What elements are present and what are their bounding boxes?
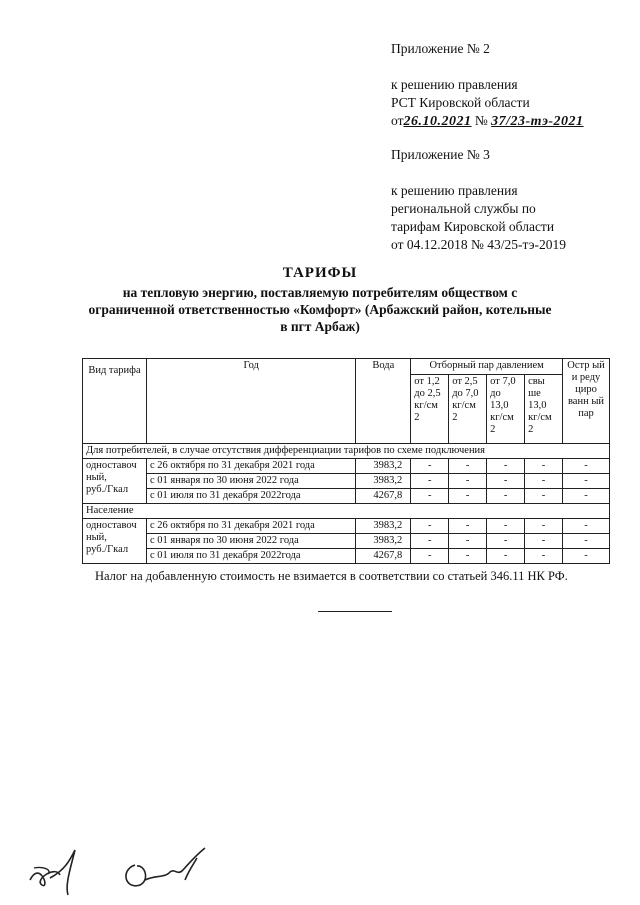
period-cell: с 01 июля по 31 декабря 2022года — [146, 549, 355, 564]
dash-cell: - — [411, 519, 449, 534]
tariff-table — [82, 358, 610, 564]
dash-cell: - — [449, 489, 487, 504]
heading-line-3: в пгт Арбаж) — [280, 319, 360, 334]
dash-cell: - — [563, 519, 610, 534]
appendix-3-line-4: от 04.12.2018 № 43/25-тэ-2019 — [391, 237, 566, 252]
dash-cell: - — [525, 549, 563, 564]
heading-line-2: ограниченной ответственностью «Комфорт» (Арбажский район, котельные — [88, 302, 552, 317]
water-cell: 4267,8 — [356, 549, 411, 564]
water-cell: 3983,2 — [356, 534, 411, 549]
dash-cell: - — [487, 459, 525, 474]
table-row — [83, 534, 610, 549]
appendix-3-line-2: региональной службы по — [391, 201, 536, 216]
dash-cell: - — [525, 459, 563, 474]
appendix-2-line-2: РСТ Кировской области — [391, 95, 530, 110]
water-cell: 3983,2 — [356, 519, 411, 534]
end-divider — [318, 611, 392, 612]
period-cell: с 26 октября по 31 декабря 2021 года — [146, 519, 355, 534]
number-prefix: № — [474, 113, 488, 128]
header-steam-3: от 7,0 до 13,0 кг/см 2 — [487, 375, 525, 444]
appendix-2-line-1: к решению правления — [391, 77, 518, 92]
appendix-3-block — [391, 146, 566, 254]
water-cell: 4267,8 — [356, 489, 411, 504]
dash-cell: - — [411, 459, 449, 474]
header-tariff-type: Вид тарифа — [83, 359, 147, 444]
dash-cell: - — [563, 474, 610, 489]
dash-cell: - — [563, 549, 610, 564]
table-row — [83, 474, 610, 489]
dash-cell: - — [449, 459, 487, 474]
dash-cell: - — [449, 549, 487, 564]
table-row — [83, 519, 610, 534]
table-row — [83, 459, 610, 474]
vat-footnote: Налог на добавленную стоимость не взимается в соответствии со статьей 346.11 НК РФ. — [95, 569, 568, 583]
period-cell: с 01 января по 30 июня 2022 года — [146, 534, 355, 549]
date-prefix: от — [391, 113, 404, 128]
appendix-2-title: Приложение № 2 — [391, 41, 490, 56]
appendix-3-title: Приложение № 3 — [391, 147, 490, 162]
signature-2 — [115, 840, 215, 900]
header-sharp-steam: Остр ый и реду циро ванн ый пар — [563, 359, 610, 444]
dash-cell: - — [525, 519, 563, 534]
dash-cell: - — [411, 489, 449, 504]
header-steam-4: свы ше 13,0 кг/см 2 — [525, 375, 563, 444]
dash-cell: - — [525, 534, 563, 549]
dash-cell: - — [449, 534, 487, 549]
handwritten-date: 26.10.2021 — [403, 114, 472, 129]
table-header-row — [83, 359, 610, 375]
section-label: Для потребителей, в случае отсутствия дифференциации тарифов по схеме подключения — [83, 444, 610, 459]
dash-cell: - — [563, 459, 610, 474]
appendix-3-line-1: к решению правления — [391, 183, 518, 198]
table-row — [83, 549, 610, 564]
dash-cell: - — [487, 519, 525, 534]
section-row — [83, 444, 610, 459]
dash-cell: - — [487, 489, 525, 504]
appendix-2-date-line — [391, 112, 584, 131]
dash-cell: - — [525, 474, 563, 489]
table-row — [83, 489, 610, 504]
period-cell: с 01 июля по 31 декабря 2022года — [146, 489, 355, 504]
header-steam-1: от 1,2 до 2,5 кг/см 2 — [411, 375, 449, 444]
header-year: Год — [146, 359, 355, 444]
appendix-3-line-3: тарифам Кировской области — [391, 219, 555, 234]
dash-cell: - — [563, 534, 610, 549]
water-cell: 3983,2 — [356, 459, 411, 474]
appendix-2-block — [391, 40, 584, 131]
dash-cell: - — [411, 534, 449, 549]
period-cell: с 01 января по 30 июня 2022 года — [146, 474, 355, 489]
dash-cell: - — [563, 489, 610, 504]
header-water: Вода — [356, 359, 411, 444]
handwritten-number: 37/23-тэ-2021 — [491, 114, 584, 129]
dash-cell: - — [411, 474, 449, 489]
period-cell: с 26 октября по 31 декабря 2021 года — [146, 459, 355, 474]
heading-line-1: на тепловую энергию, поставляемую потребителям обществом с — [122, 285, 518, 300]
header-steam-2: от 2,5 до 7,0 кг/см 2 — [449, 375, 487, 444]
dash-cell: - — [449, 519, 487, 534]
tariff-type-cell: одноставоч ный, руб./Гкал — [83, 459, 147, 504]
section-label: Население — [83, 504, 610, 519]
document-heading — [70, 265, 570, 335]
section-row — [83, 504, 610, 519]
dash-cell: - — [411, 549, 449, 564]
dash-cell: - — [525, 489, 563, 504]
water-cell: 3983,2 — [356, 474, 411, 489]
dash-cell: - — [487, 534, 525, 549]
dash-cell: - — [487, 474, 525, 489]
signature-1 — [20, 840, 100, 900]
tariff-type-cell: одноставоч ный, руб./Гкал — [83, 519, 147, 564]
header-steam: Отборный пар давлением — [411, 359, 563, 375]
page-title: ТАРИФЫ — [282, 265, 358, 281]
dash-cell: - — [449, 474, 487, 489]
dash-cell: - — [487, 549, 525, 564]
